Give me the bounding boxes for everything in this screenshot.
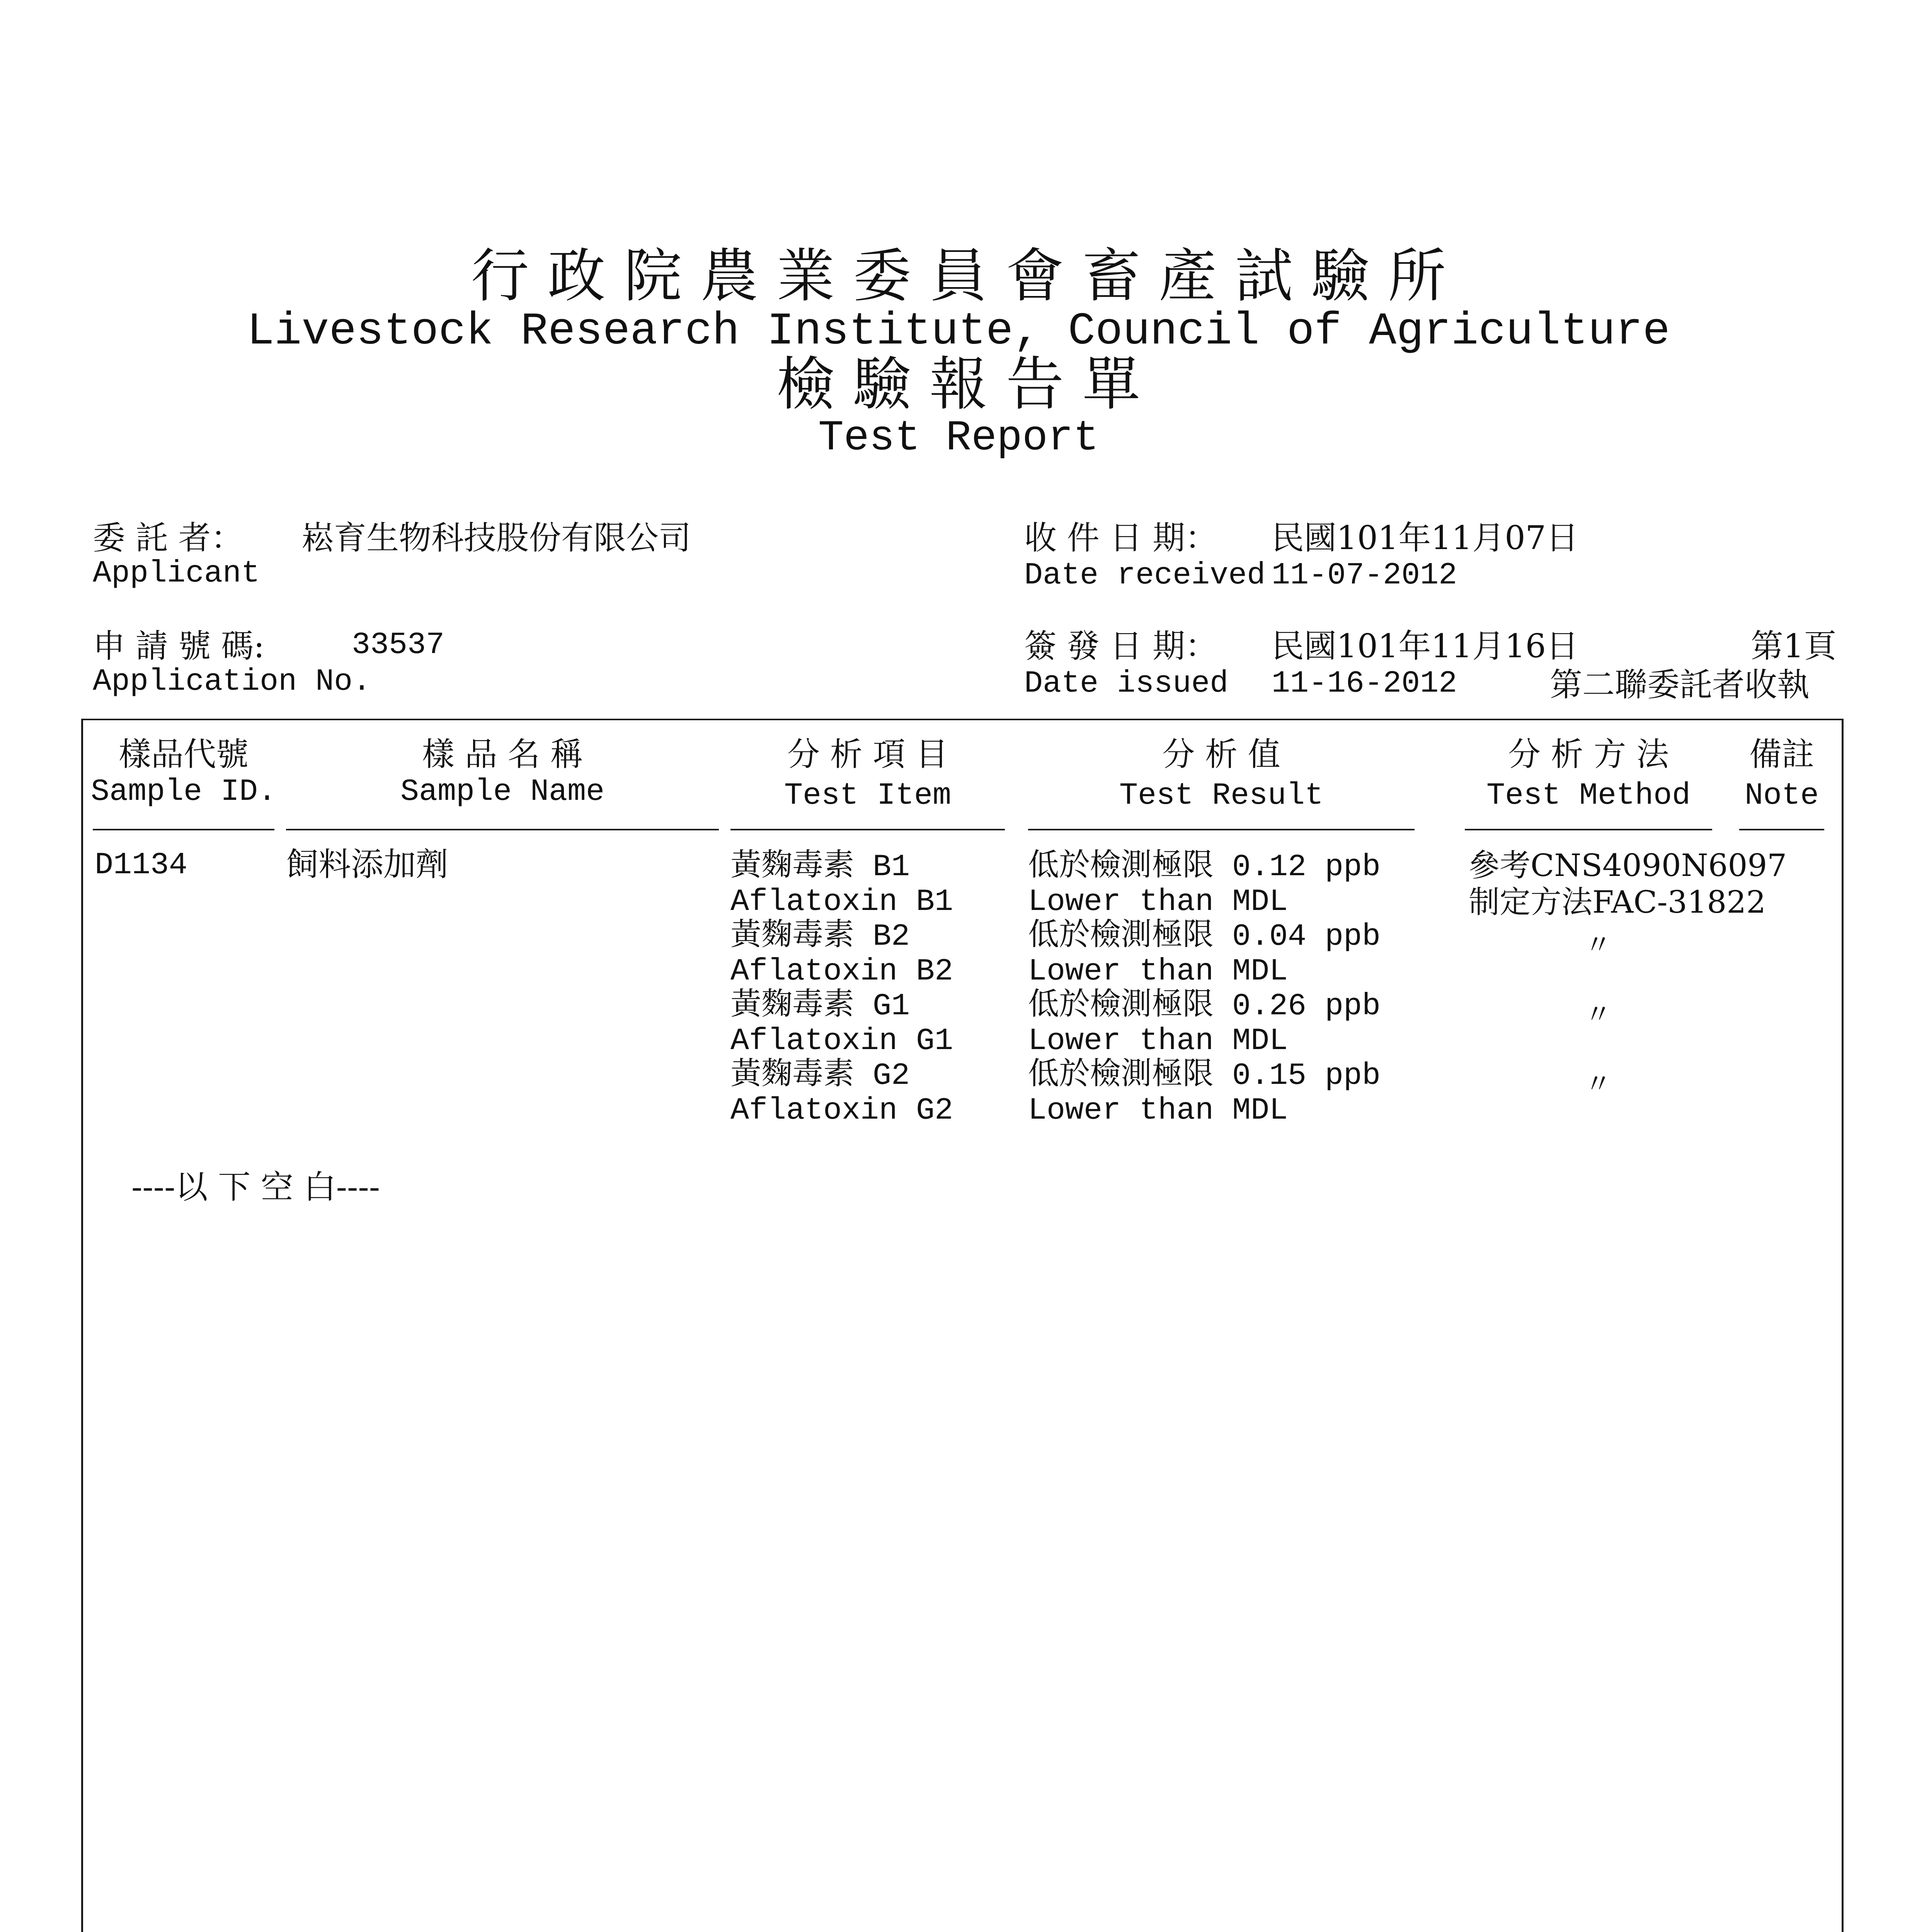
header-sample-name-en: Sample Name bbox=[400, 774, 605, 810]
report-title-zh: 檢 驗 報 告 單 bbox=[776, 351, 1141, 418]
date-issued-label-zh: 簽 發 日 期： bbox=[1024, 627, 1218, 665]
ditto-mark: 〃 bbox=[1585, 929, 1612, 961]
test-item: 黃麴毒素 B1 bbox=[730, 850, 910, 885]
test-item: Aflatoxin G2 bbox=[730, 1093, 953, 1128]
test-item: Aflatoxin B2 bbox=[730, 954, 953, 989]
header-underline bbox=[730, 829, 1005, 830]
date-received-label-en: Date received bbox=[1024, 558, 1266, 593]
application-no-label-en: Application No. bbox=[93, 664, 371, 699]
institute-name-en: Livestock Research Institute, Council of Agriculture bbox=[247, 306, 1670, 357]
application-no-value: 33537 bbox=[352, 628, 445, 663]
test-result: Lower than MDL bbox=[1028, 954, 1288, 989]
test-method: 制定方法FAC-31822 bbox=[1469, 884, 1766, 920]
copy-note: 第二聯委託者收執 bbox=[1550, 666, 1810, 704]
institute-name-zh: 行 政 院 農 業 委 員 會 畜 產 試 驗 所 bbox=[471, 243, 1446, 310]
header-underline bbox=[93, 829, 274, 830]
applicant-value: 崧育生物科技股份有限公司 bbox=[301, 519, 691, 557]
header-underline bbox=[1028, 829, 1415, 830]
header-underline bbox=[286, 829, 719, 830]
ditto-mark: 〃 bbox=[1585, 998, 1612, 1030]
application-no-label-zh: 申 請 號 碼: bbox=[93, 627, 265, 665]
date-issued-label-en: Date issued bbox=[1024, 666, 1229, 701]
header-test-item-zh: 分 析 項 目 bbox=[787, 735, 948, 773]
header-sample-id-en: Sample ID. bbox=[90, 774, 277, 810]
test-item: Aflatoxin G1 bbox=[730, 1024, 953, 1059]
date-received-value-zh: 民國101年11月07日 bbox=[1272, 519, 1579, 557]
date-issued-value-zh: 民國101年11月16日 bbox=[1272, 627, 1579, 665]
applicant-label-en: Applicant bbox=[93, 556, 260, 591]
header-note-zh: 備註 bbox=[1749, 735, 1814, 773]
sample-id: D1134 bbox=[95, 848, 188, 883]
applicant-label-zh: 委 託 者： bbox=[93, 519, 243, 557]
header-test-method-en: Test Method bbox=[1486, 778, 1691, 813]
date-issued-value-en: 11-16-2012 bbox=[1272, 666, 1457, 701]
test-result: 低於檢測極限 0.12 ppb bbox=[1028, 850, 1381, 885]
header-note-en: Note bbox=[1744, 778, 1819, 813]
test-result: 低於檢測極限 0.04 ppb bbox=[1028, 919, 1381, 954]
date-received-value-en: 11-07-2012 bbox=[1272, 558, 1457, 593]
test-item: 黃麴毒素 G1 bbox=[730, 989, 910, 1024]
header-test-result-en: Test Result bbox=[1119, 778, 1324, 813]
table-left-border bbox=[81, 719, 83, 1932]
blank-below-marker: ----以 下 空 白---- bbox=[131, 1168, 380, 1206]
test-result: 低於檢測極限 0.26 ppb bbox=[1028, 989, 1381, 1024]
report-title-en: Test Report bbox=[818, 414, 1099, 463]
header-test-result-zh: 分 析 值 bbox=[1162, 735, 1280, 773]
header-underline bbox=[1465, 829, 1712, 830]
test-item: 黃麴毒素 B2 bbox=[730, 919, 910, 954]
test-result: Lower than MDL bbox=[1028, 1024, 1288, 1059]
header-sample-name-zh: 樣 品 名 稱 bbox=[422, 735, 583, 773]
test-item: 黃麴毒素 G2 bbox=[730, 1058, 910, 1094]
header-test-method-zh: 分 析 方 法 bbox=[1508, 735, 1669, 773]
header-underline bbox=[1739, 829, 1824, 830]
test-result: Lower than MDL bbox=[1028, 884, 1288, 920]
test-method: 參考CNS4090N6097 bbox=[1469, 847, 1787, 883]
header-test-item-en: Test Item bbox=[784, 778, 952, 813]
table-right-border bbox=[1842, 719, 1844, 1932]
header-sample-id-zh: 樣品代號 bbox=[118, 735, 249, 773]
test-result: Lower than MDL bbox=[1028, 1093, 1288, 1128]
sample-name: 飼料添加劑 bbox=[286, 845, 449, 883]
table-top-border bbox=[81, 719, 1844, 720]
date-received-label-zh: 收 件 日 期： bbox=[1024, 519, 1218, 557]
ditto-mark: 〃 bbox=[1585, 1068, 1612, 1100]
page-number: 第1頁 bbox=[1751, 627, 1837, 665]
test-item: Aflatoxin B1 bbox=[730, 884, 953, 920]
test-result: 低於檢測極限 0.15 ppb bbox=[1028, 1058, 1381, 1094]
